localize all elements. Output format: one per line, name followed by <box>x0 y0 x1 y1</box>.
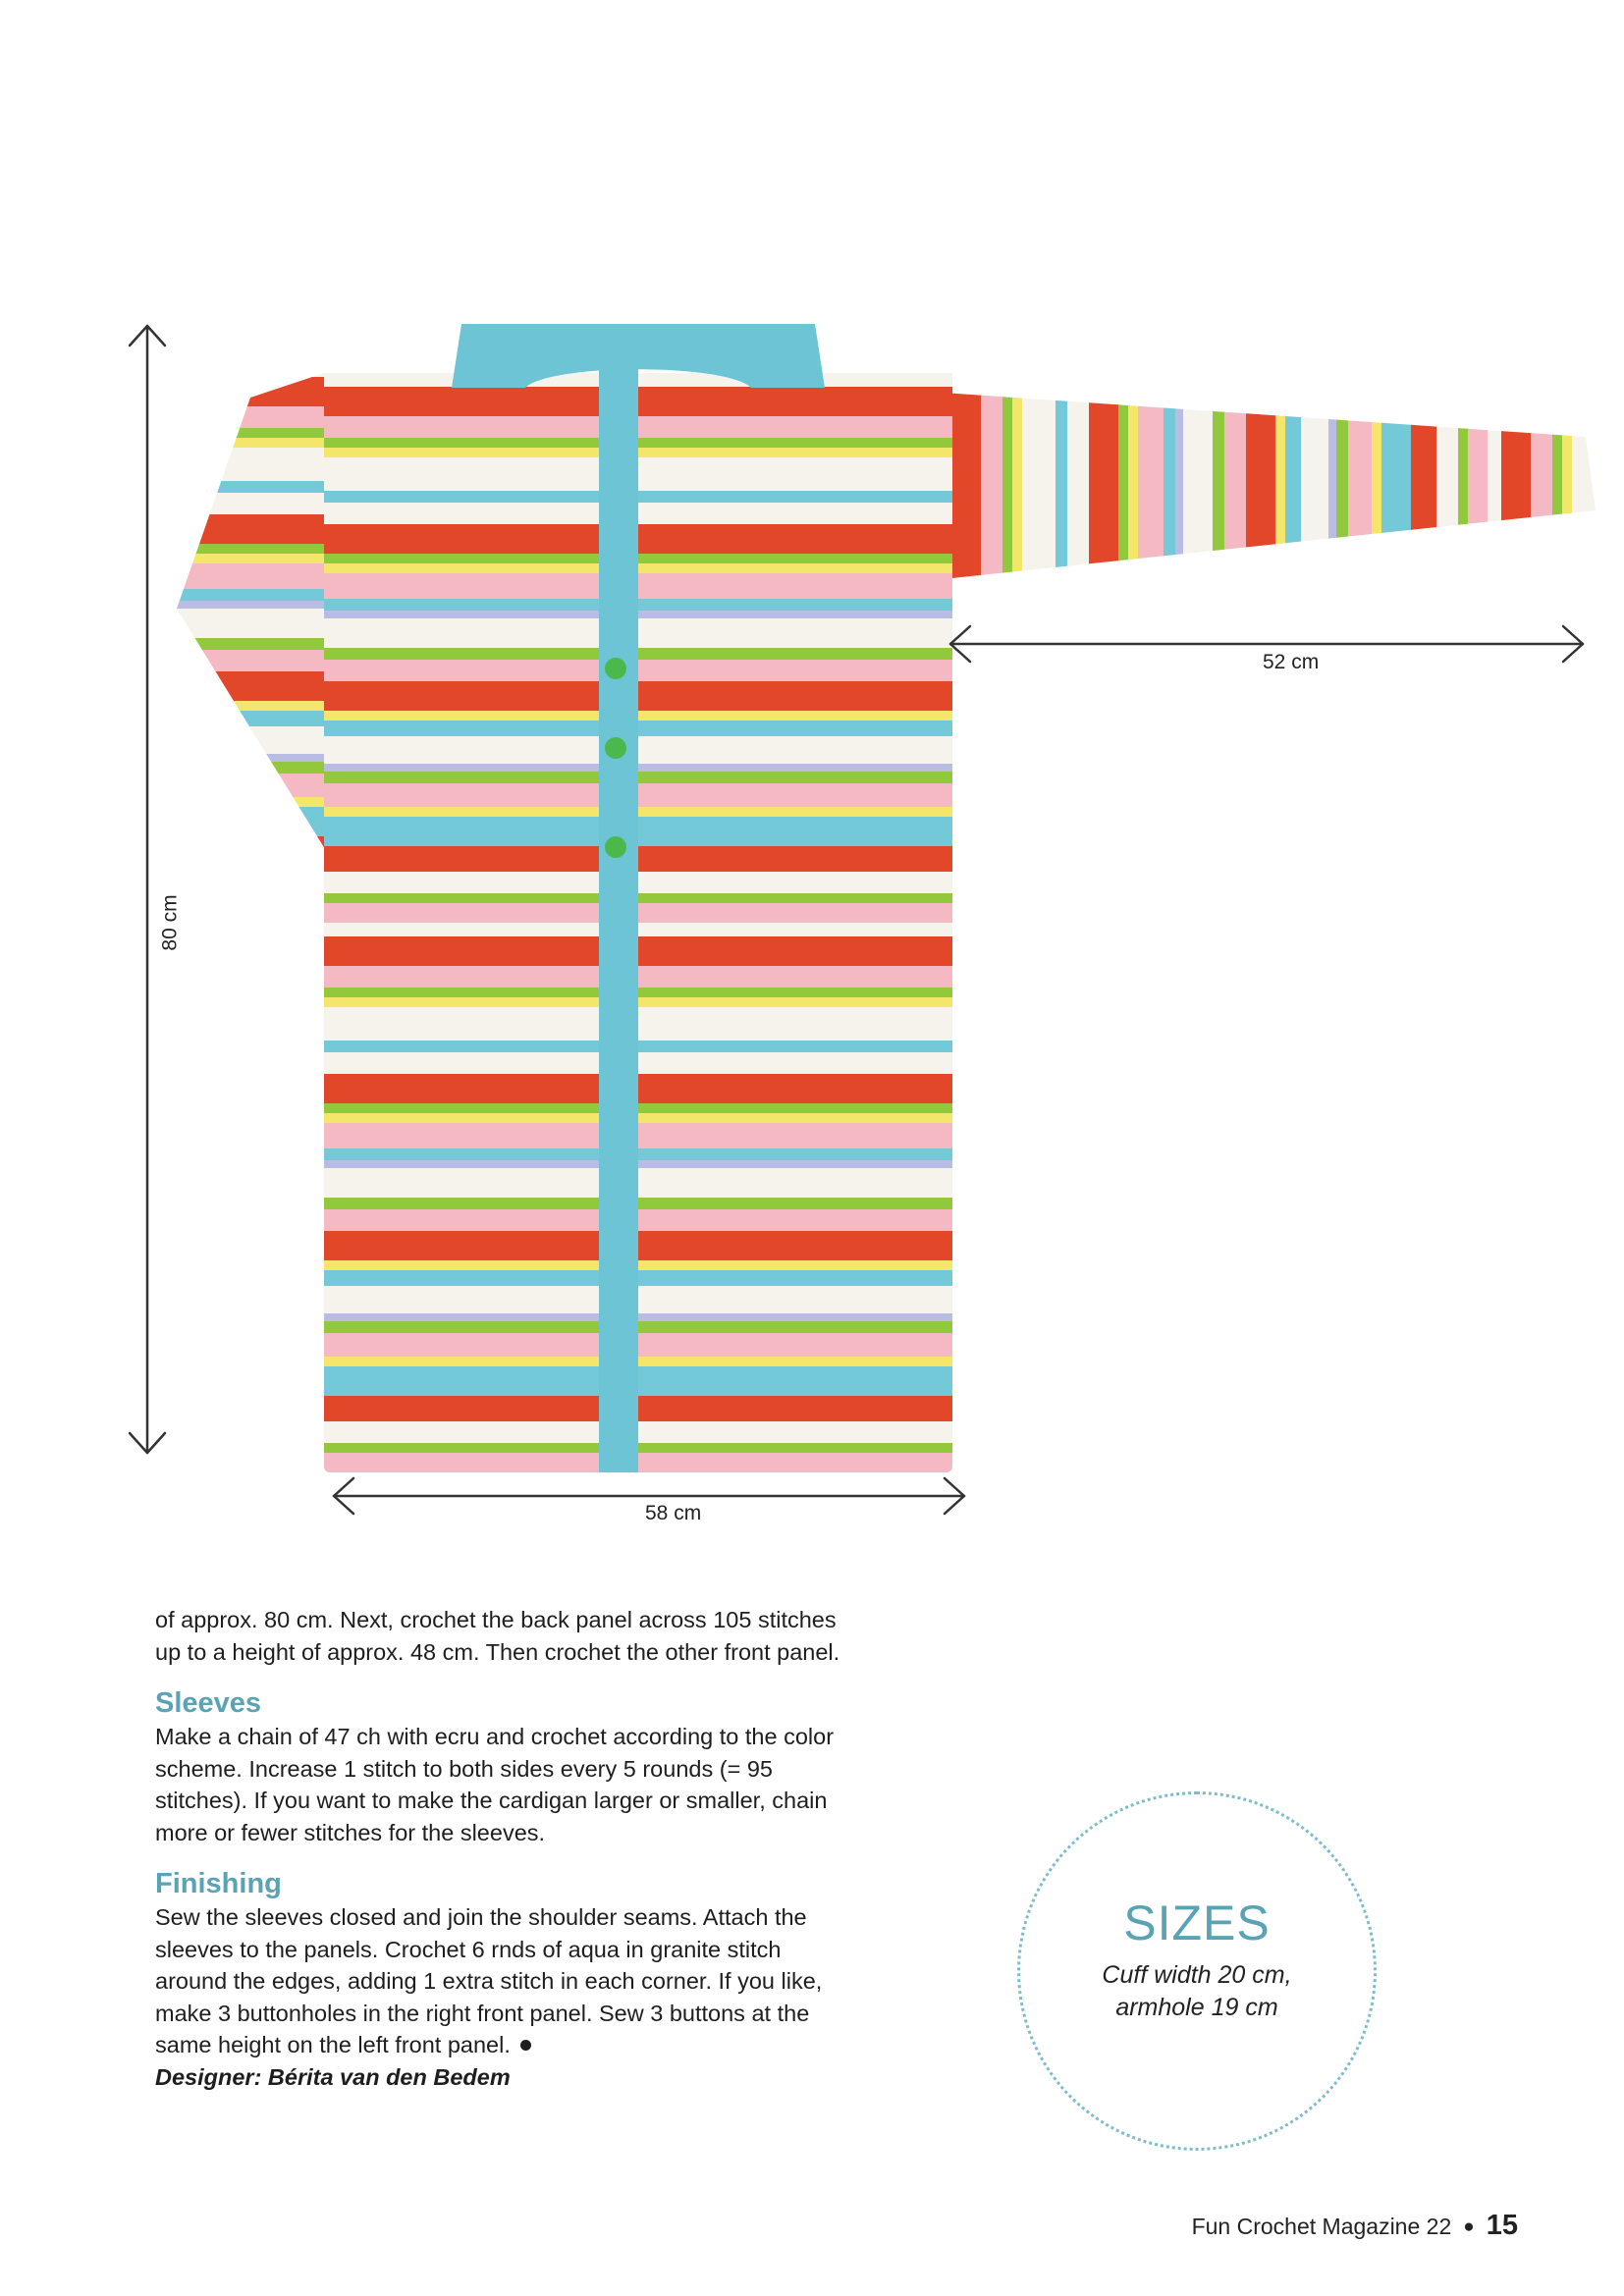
button-band <box>599 334 638 1472</box>
stripe <box>1285 388 1302 594</box>
sizes-line: armhole 19 cm <box>1115 1994 1278 2021</box>
page-footer <box>1192 2210 1518 2242</box>
article-body <box>155 1604 842 2093</box>
sizes-text <box>1020 1959 1374 2024</box>
body-length-label: 80 cm <box>158 894 182 951</box>
stripe <box>1572 388 1606 594</box>
stripe <box>1056 388 1068 594</box>
stripe <box>1164 388 1176 594</box>
button-icon <box>605 737 626 759</box>
stripe <box>1381 388 1412 594</box>
stripe <box>951 388 982 594</box>
stripe <box>1562 388 1573 594</box>
sleeves-paragraph: Make a chain of 47 ch with ecru and crochet according to the color scheme. Increase 1 stitch to both sides every 5 rounds (= 95 stitches). If you want to make the cardigan larger or smaller, chain more or fewer stitches for the sleeves. <box>155 1724 835 1845</box>
stripe <box>1436 388 1459 594</box>
stripe <box>1089 388 1119 594</box>
stripe <box>1067 388 1090 594</box>
stripe <box>1213 388 1225 594</box>
stripe <box>1348 388 1373 594</box>
stripe <box>1175 388 1184 594</box>
finishing-paragraph <box>155 1901 842 2061</box>
stripe <box>1501 388 1532 594</box>
sizes-line: Cuff width 20 cm, <box>1102 1961 1292 1989</box>
sleeve-length-label: 52 cm <box>1263 651 1320 673</box>
stripe <box>1183 388 1214 594</box>
stripe <box>1328 388 1337 594</box>
stripe <box>1531 388 1553 594</box>
body-width-label: 58 cm <box>645 1502 702 1524</box>
stripe <box>1468 388 1489 594</box>
stripe <box>981 388 1003 594</box>
finishing-text: Sew the sleeves closed and join the shoulder seams. Attach the sleeves to the panels. Crochet 6 rnds of aqua in granite stitch around the edges, adding 1 extra stitch in each corner. If you like, make 3 buttonholes in the right front panel. Sew 3 buttons at the same height on the left front panel. <box>155 1904 823 2057</box>
stripe <box>1138 388 1164 594</box>
stripe <box>1488 388 1502 594</box>
page-number: 15 <box>1486 2210 1518 2241</box>
sizes-callout <box>1017 1791 1377 2151</box>
stripe <box>1128 388 1139 594</box>
stripe <box>1118 388 1129 594</box>
stripe <box>1301 388 1329 594</box>
bullet-icon: ● <box>1463 2216 1475 2237</box>
stripe <box>1002 388 1013 594</box>
stripe <box>1275 388 1286 594</box>
designer-credit: Designer: Bérita van den Bedem <box>155 2063 511 2090</box>
right-sleeve <box>938 388 1606 594</box>
button-icon <box>605 836 626 858</box>
end-mark-icon <box>520 2040 531 2051</box>
intro-paragraph: of approx. 80 cm. Next, crochet the back panel across 105 stitches up to a height of approx. 48 cm. Then crochet the other front panel. <box>155 1607 840 1665</box>
stripe <box>1411 388 1437 594</box>
stripe <box>1458 388 1469 594</box>
stripe <box>1012 388 1023 594</box>
stripe <box>1022 388 1056 594</box>
stripe <box>1552 388 1563 594</box>
sizes-title: SIZES <box>1123 1896 1271 1950</box>
stripe <box>1372 388 1382 594</box>
magazine-name: Fun Crochet Magazine 22 <box>1191 2214 1452 2239</box>
stripe <box>1224 388 1247 594</box>
finishing-heading: Finishing <box>155 1868 282 1899</box>
stripe <box>1246 388 1276 594</box>
button-icon <box>605 658 626 679</box>
sleeves-heading: Sleeves <box>155 1687 262 1719</box>
stripe <box>1336 388 1349 594</box>
